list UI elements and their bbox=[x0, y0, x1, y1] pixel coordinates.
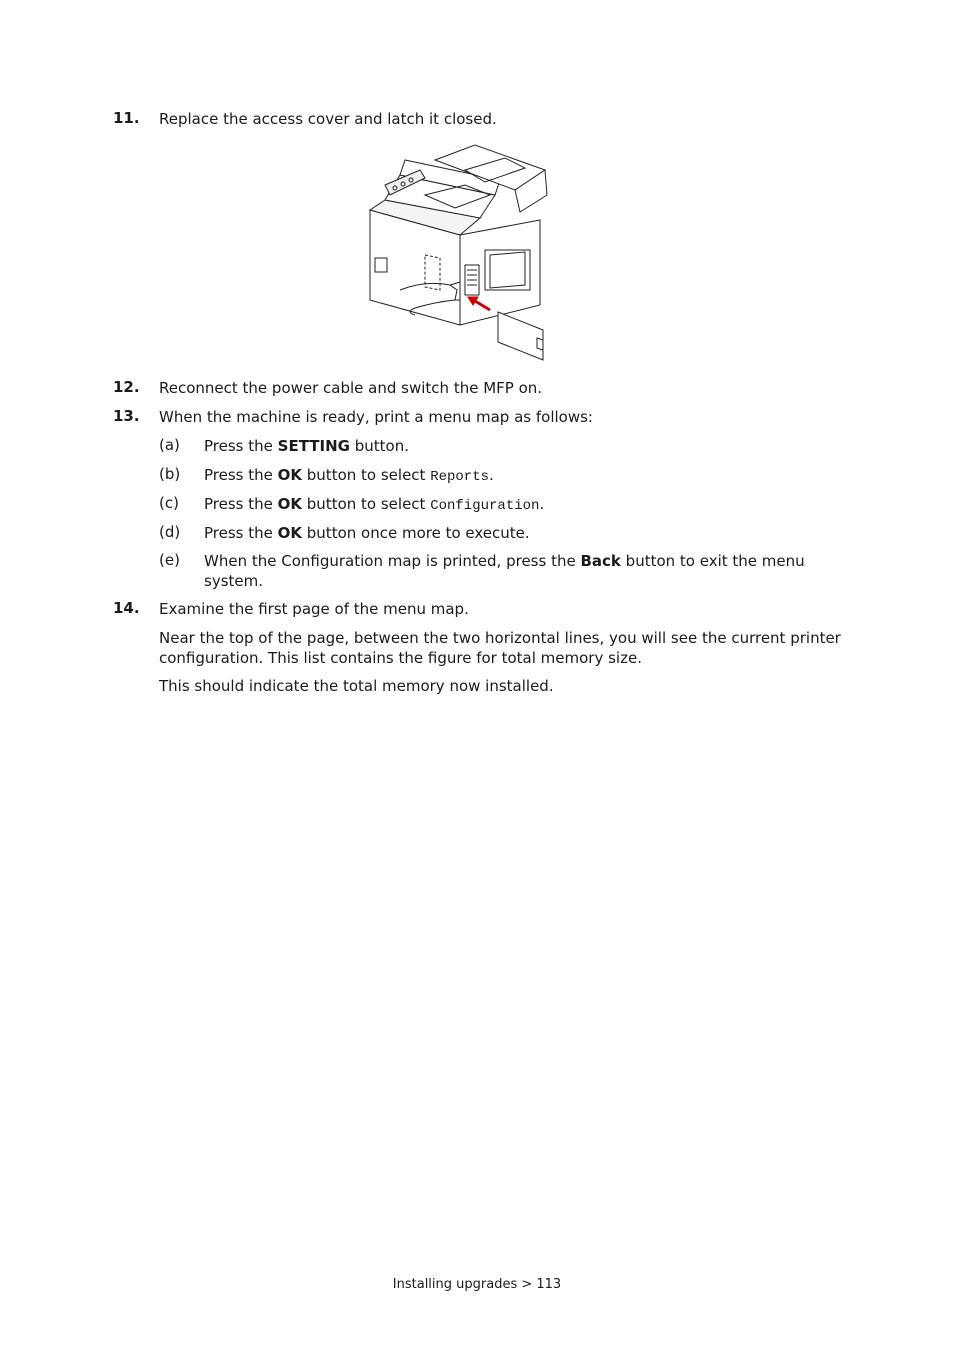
step-number: 13. bbox=[113, 407, 140, 425]
mfp-access-cover-illustration bbox=[365, 140, 555, 365]
substep-label: (a) bbox=[159, 436, 180, 454]
step-text: When the machine is ready, print a menu map as follows: bbox=[159, 408, 593, 426]
step-number: 11. bbox=[113, 109, 140, 127]
substep-text: Press the OK button to select Configuration. bbox=[204, 495, 545, 514]
key-name: SETTING bbox=[277, 437, 350, 455]
substep-text: Press the OK button to select Reports. bbox=[204, 466, 494, 485]
substep-text: When the Configuration map is printed, press the Back button to exit the menu system. bbox=[204, 552, 805, 590]
substep-label: (d) bbox=[159, 523, 181, 541]
substep-text: Press the SETTING button. bbox=[204, 437, 409, 455]
key-name: OK bbox=[277, 524, 303, 542]
step-text: Replace the access cover and latch it closed. bbox=[159, 110, 497, 128]
menu-item: Reports bbox=[430, 469, 490, 485]
step-text: Examine the first page of the menu map. bbox=[159, 600, 469, 618]
key-name: OK bbox=[277, 466, 303, 484]
paragraph-text: This should indicate the total memory now installed. bbox=[159, 677, 554, 695]
page-footer: Installing upgrades > 113 bbox=[392, 1277, 562, 1292]
substep-text: Press the OK button once more to execute. bbox=[204, 524, 530, 542]
key-name: Back bbox=[580, 552, 621, 570]
substep-label: (c) bbox=[159, 494, 179, 512]
step-number: 12. bbox=[113, 378, 140, 396]
step-number: 14. bbox=[113, 599, 140, 617]
substep-label: (e) bbox=[159, 551, 180, 569]
step-text: Reconnect the power cable and switch the MFP on. bbox=[159, 379, 543, 397]
key-name: OK bbox=[277, 495, 303, 513]
paragraph-text: Near the top of the page, between the two horizontal lines, you will see the current printer configuration. This list contains the figure for total memory size. bbox=[159, 629, 841, 667]
substep-label: (b) bbox=[159, 465, 181, 483]
menu-item: Configuration bbox=[430, 498, 540, 514]
